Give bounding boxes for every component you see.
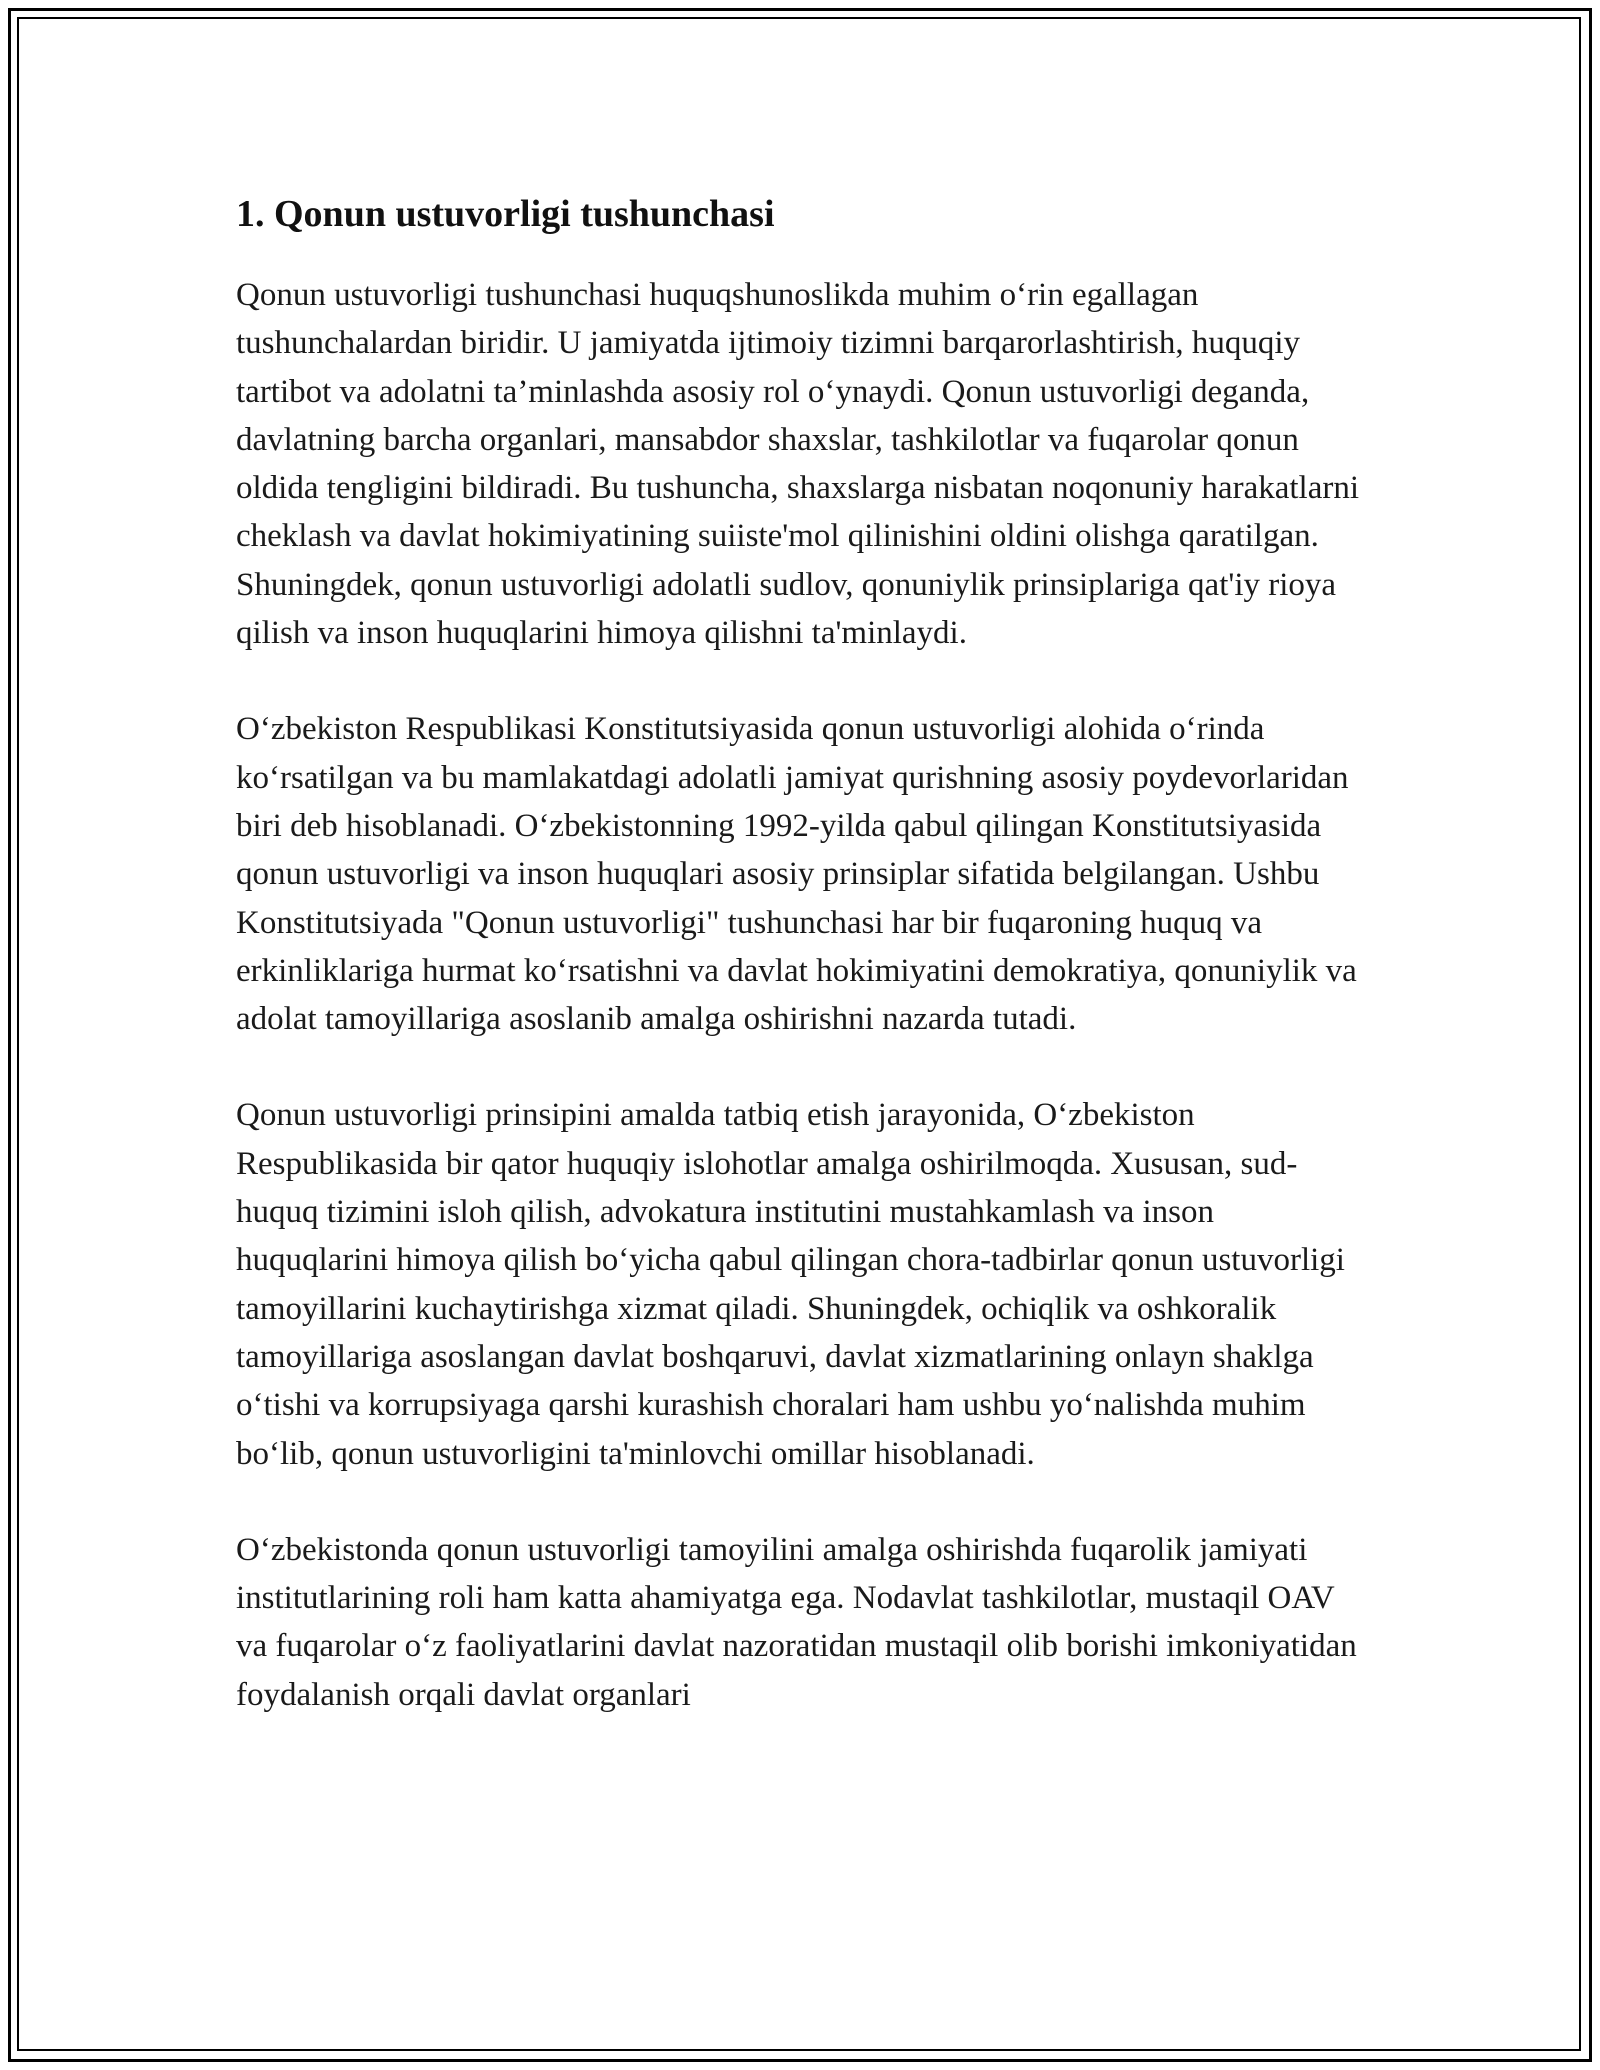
- paragraph-4: O‘zbekistonda qonun ustuvorligi tamoyilini amalga oshirishda fuqarolik jamiyati institutlarining roli ham katta ahamiyatga ega. Nodavlat tashkilotlar, mustaqil OAV va fuqarolar o‘z faoliyatlarini davlat nazoratidan mustaqil olib borishi imkoniyatidan foydalanish orqali davlat organlari: [236, 1531, 1357, 1713]
- paragraph-1: Qonun ustuvorligi tushunchasi huquqshunoslikda muhim o‘rin egallagan tushunchalardan biridir. U jamiyatda ijtimoiy tizimni barqarorlashtirish, huquqiy tartibot va adolatni ta’minlashda asosiy rol o‘ynaydi. Qonun ustuvorligi deganda, davlatning barcha organlari, mansabdor shaxslar, tashkilotlar va fuqarolar qonun oldida tengligini bildiradi. Bu tushuncha, shaxslarga nisbatan noqonuniy harakatlarni cheklash va davlat hokimiyatining suiiste'mol qilinishini oldini olishga qaratilgan. Shuningdek, qonun ustuvorligi adolatli sudlov, qonuniylik prinsiplariga qat'iy rioya qilish va inson huquqlarini himoya qilishni ta'minlaydi.: [236, 277, 1359, 652]
- document-body: [236, 186, 1366, 1767]
- paragraph-2: O‘zbekiston Respublikasi Konstitutsiyasida qonun ustuvorligi alohida o‘rinda ko‘rsatilgan va bu mamlakatdagi adolatli jamiyat qurishning asosiy poydevorlaridan biri deb hisoblanadi. O‘zbekistonning 1992-yilda qabul qilingan Konstitutsiyasida qonun ustuvorligi va inson huquqlari asosiy prinsiplar sifatida belgilangan. Ushbu Konstitutsiyada "Qonun ustuvorligi" tushunchasi har bir fuqaroning huquq va erkinliklariga hurmat ko‘rsatishni va davlat hokimiyatini demokratiya, qonuniylik va adolat tamoyillariga asoslanib amalga oshirishni nazarda tutadi.: [236, 711, 1357, 1038]
- section-heading: 1. Qonun ustuvorligi tushunchasi: [236, 193, 775, 235]
- paragraph-3: Qonun ustuvorligi prinsipini amalda tatbiq etish jarayonida, O‘zbekiston Respublikasida bir qator huquqiy islohotlar amalga oshirilmoqda. Xususan, sud-huquq tizimini isloh qilish, advokatura institutini mustahkamlash va inson huquqlarini himoya qilish bo‘yicha qabul qilingan chora-tadbirlar qonun ustuvorligi tamoyillarini kuchaytirishga xizmat qiladi. Shuningdek, ochiqlik va oshkoralik tamoyillariga asoslangan davlat boshqaruvi, davlat xizmatlarining onlayn shaklga o‘tishi va korrupsiyaga qarshi kurashish choralari ham ushbu yo‘nalishda muhim bo‘lib, qonun ustuvorligini ta'minlovchi omillar hisoblanadi.: [236, 1097, 1345, 1472]
